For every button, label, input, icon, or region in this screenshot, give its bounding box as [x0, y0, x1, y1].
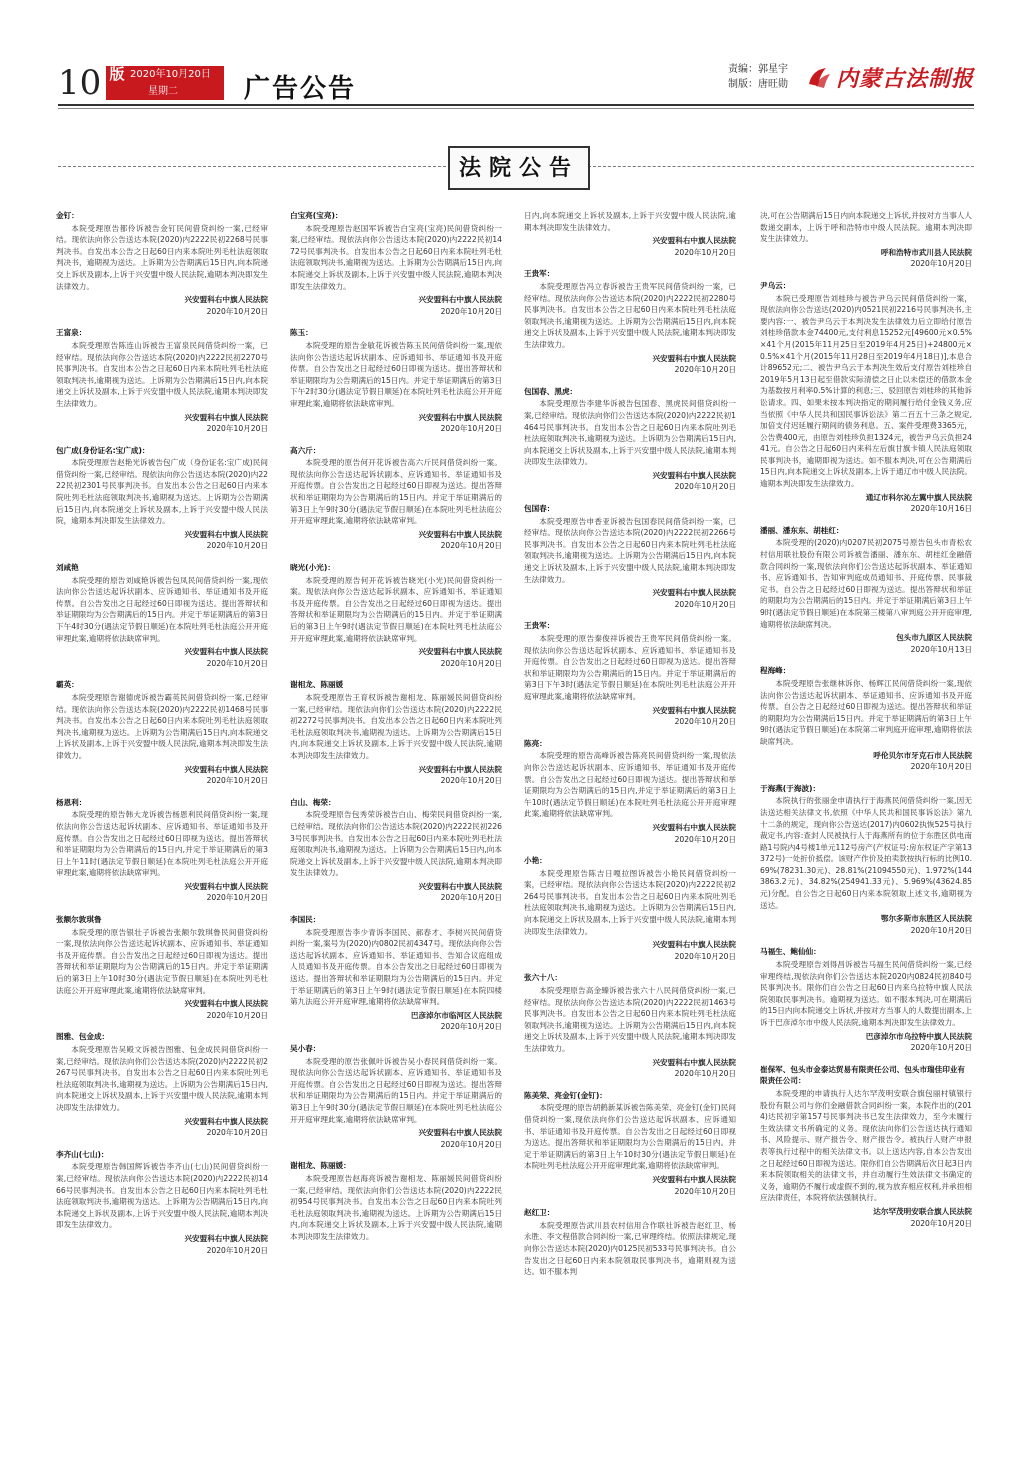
notice-date: 2020年10月20日: [440, 658, 502, 668]
notice-court: 通辽市科尔沁左翼中旗人民法院: [865, 492, 972, 502]
notice-title: 王贵军：: [524, 621, 555, 631]
notice-court: 兴安盟科右中旗人民法院: [418, 881, 502, 891]
notice-court: 兴安盟科右中旗人民法院: [418, 295, 502, 305]
notice-body: 本院受理原告都伶诉被告金钉民间借贷纠纷一案,已经审结。现依法向你公告送达本院(2020)内2222民初2268号民事判决书。自发出本公告之日起60日内来本院吐列毛杜法庭领取判决书，逾期视为送达。上诉期为公告期满后15日内,向本院递交上诉状及副本,上诉于兴安盟中级人民法院,逾期本判决即发生法律效力。: [56, 223, 268, 291]
notice-date: 2020年10月20日: [910, 1218, 972, 1228]
notice-title: 谢相龙、陈丽媛: [290, 680, 344, 690]
notice-date: 2020年10月20日: [910, 1043, 972, 1053]
page-number: 10: [58, 63, 102, 103]
notice: [760, 210, 972, 270]
notice: [56, 445, 268, 552]
notice-title: 赵红卫：: [524, 1208, 555, 1218]
notice-date: 2020年10月20日: [206, 424, 268, 434]
notice-title: 图雅、包金成：: [56, 1032, 110, 1042]
notice: [524, 1090, 736, 1197]
notice: [524, 972, 736, 1079]
notice-date: 2020年10月20日: [206, 1010, 268, 1020]
notice: [760, 946, 972, 1053]
notice: [56, 797, 268, 904]
notice-court: 兴安盟科右中旗人民法院: [652, 1174, 736, 1184]
notice-body: 本院受理原告包秀荣诉被告白山、梅荣民间借贷纠纷一案,已经审结。现依法向你们公告送达本院(2020)内2222民初2263号民事判决书。自发出本公告之日起60日内来本院吐列毛杜法庭领取判决书,逾期视为送达。上诉期为公告期满后15日内,向本院递交上诉状及副本,上诉于兴安盟中级人民法院,逾期本判决即发生法律效力。: [290, 810, 502, 878]
notice-title: 程海峰：: [760, 666, 791, 676]
notice-court: 兴安盟科右中旗人民法院: [418, 529, 502, 539]
notice-title: 马福生、鲍仙仙：: [760, 947, 821, 957]
notice-title: 于海燕(于海波)：: [760, 783, 821, 793]
notice-court: 兴安盟科右中旗人民法院: [652, 470, 736, 480]
notice-court: 兴安盟科右中旗人民法院: [652, 353, 736, 363]
notice-date: 2020年10月20日: [440, 776, 502, 786]
notice-title: 谢相龙、陈丽媛：: [290, 1161, 351, 1171]
notice-body: 本院受理的原告何开花诉被告高六斤民间借贷纠纷一案。现依法向你公告送达起诉状副本、应诉通知书、举证通知书及开庭传票。自公告发出之日起经过60日即视为送达。提出答辩状和举证期限均为公告期满后的15日内。并定于举证期满后的第3日上午9时30分(遇法定节假日顺延)在本院吐列毛杜法庭公开开庭审理此案,逾期将依法缺席审判。: [290, 458, 502, 526]
column-1: [56, 210, 268, 1266]
notice-body: 本院受理原告陈连山诉被告王富泉民间借贷纠纷一案，已经审结。现依法向你公告送达本院(2020)内2222民初2270号民事判决书。自发出本公告之日起60日内来本院吐列毛杜法庭领取判决书,逾期视为送达。上诉期为公告期满后15日内,向本院递交上诉状及副本,上诉于兴安盟中级人民法院,逾期本判决即发生法律效力。: [56, 340, 268, 408]
notice-court: 兴安盟科右中旗人民法院: [184, 412, 268, 422]
notice: [290, 797, 502, 904]
notice-body: 本院受理的原告银壮子诉被告张额尔敦琪鲁民间借贷纠纷一案,现依法向你公告送达起诉状副本、应诉通知书、举证通知书及开庭传票。自公告发出之日起经过60日即视为送达。提出答辩状和举证期限均为公告期满后的15日内。并定于举证期满后的第3日上午10时30分(遇法定节假日顺延)在本院吐列毛杜法庭公开开庭审理此案,逾期将依法缺席审判。: [56, 927, 268, 995]
notice-title: 陈亮：: [524, 738, 547, 748]
notice-body: 本院受理的原告张佩叶诉被告吴小春民间借贷纠纷一案。现依法向你公告送达起诉状副本、应诉通知书、举证通知书及开庭传票。自公告发出之日起经过60日即视为送达。提出答辩状和举证期限均为公告期满后的15日内。并定于举证期满后的第3日上午9时30分(遇法定节假日顺延)在本院吐列毛杜法庭公开开庭审理此案,逾期将依法缺席审判。: [290, 1056, 502, 1124]
section-title: 广告公告: [244, 74, 357, 104]
column-4: [760, 210, 972, 1239]
notice: [760, 783, 972, 937]
notice-date: 2020年10月20日: [206, 893, 268, 903]
notice-date: 2020年10月20日: [674, 834, 736, 844]
notice-body: 本院受理原告李少青诉李国民、郝春才、李树兴民间借贷纠纷一案,案号为(2020)内0802民初4347号。现依法向你公告送达起诉状副本、应诉通知书、举证通知书、告知合议庭组成人员通知书及开庭传票。自本公告发出之日起经过60日即视为送达。提出答辩状和举证期限均为公告期满后的15日内。并定于举证期满后的第3日上午9时(遇法定节假日顺延)在本院四楼第九法庭公开开庭审理,逾期将依法缺席审判。: [290, 927, 502, 1007]
notice-date: 2020年10月20日: [440, 306, 502, 316]
notice-title: 吴小春：: [290, 1044, 321, 1053]
notice-court: 兴安盟科右中旗人民法院: [652, 940, 736, 950]
notice-body: 本院受理的原告胡鹤新某诉被告陈美荣、亮金钉(金钉)民间借贷纠纷一案,现依法向你们公告送达起诉状副本、应诉通知书、举证通知书及开庭传票。自公告发出之日起经过60日即视为送达。提出答辩状和举证期限均为公告期满后的15日内。并定于举证期满后的第3日上午10时30分(遇法定节假日顺延)在本院吐列毛杜法庭公开开庭审理此案,逾期将依法缺席审判。: [524, 1103, 736, 1171]
notice-court: 兴安盟科右中旗人民法院: [184, 999, 268, 1009]
notice: [524, 1207, 736, 1278]
notice-date: 2020年10月20日: [440, 1139, 502, 1149]
notice-date: 2020年10月20日: [674, 482, 736, 492]
notice-title: 崔保军、包头市金泰达贸易有限责任公司、包头市瑞佳印业有限责任公司：: [760, 1064, 966, 1086]
issue-date: 2020年10月20日: [130, 69, 211, 80]
notice-title: 杨恩利：: [56, 797, 87, 807]
notice-body: 本院受理原告刘得昌诉被告马福生民间借贷纠纷一案,已经审理终结,现依法向你们公告送达本院2020内0824民初840号民事判决书。限你们自公告之日起60日内来乌拉特中旗人民法院领取民事判决书。逾期视为送达。如不服本判决,可在期满后的15日内向本院递交上诉状,并按对方当事人的人数提出副本,上诉于巴彦淖尔市中级人民法院,逾期本判决即发生法律效力。: [760, 960, 972, 1027]
notice-date: 2020年10月20日: [674, 951, 736, 961]
notice-title: 刘咸艳: [56, 563, 79, 573]
notice-body: 本院受理原告高金臻诉被告张六十八民间借贷纠纷一案,已经审结。现依法向你公告送达本院(2020)内2222民初1463号民事判决书。自发出本公告之日起60日内来本院吐列毛杜法庭领取判决书,逾期视为送达。上诉期为公告期满后15日内,向本院递交上诉状及副本,上诉于兴安盟中级人民法院,逾期本判决即发生法律效力。: [524, 986, 736, 1053]
notice-title: 霸英：: [56, 680, 79, 690]
notice-date: 2020年10月20日: [674, 599, 736, 609]
notice-body: 本院受理原告申香亚诉被告包国春民间借贷纠纷一案，已经审结。现依法向你公告送达本院(2020)内2222民初2266号民事判决书。自发出本公告之日起60日内来本院吐列毛杜法庭领取判决书,逾期视为送达。上诉期为公告期满后15日内,向本院递交上诉状及副本,上诉于兴安盟中级人民法院,逾期本判决即发生法律效力。: [524, 516, 736, 584]
notice-title: 小艳：: [524, 856, 547, 866]
notice-title: 尹乌云：: [760, 280, 791, 290]
page-header: [0, 0, 1024, 150]
notice-date: 2020年10月20日: [206, 541, 268, 551]
notice: [524, 503, 736, 610]
notice-body: 本院受理原告谢德虎诉被告霸英民间借贷纠纷一案,已经审结。现依法向你公告送达本院(2020)内2222民初1468号民事判决书。自发出本公告之日起60日内来本院吐列毛杜法庭领取判决书,逾期视为送达。上诉期为公告期满后15日内,向本院递交上诉状及副本,上诉于兴安盟中级人民法院,逾期本判决即发生法律效力。: [56, 692, 268, 760]
notice-body: 本院受理原告张继林诉你、杨辉江民间借贷纠纷一案,现依法向你公告送达起诉状副本、举证通知书、应诉通知书及开庭传票。自公告之日起经过60日即视为送达。提出答辩状和举证的期限均为公告期满后15日内。并定于举证期满后的第3日上午9时(遇法定节假日顺延)在本院第二审判庭开庭审理,逾期将依法缺席判决。: [760, 678, 972, 746]
notice-title: 陈玉：: [290, 328, 313, 338]
notice-court: 兴安盟科右中旗人民法院: [418, 647, 502, 657]
notice-body: 本院受理原告陈吉日嘎拉图诉被告小艳民间借贷纠纷一案，已经审结。现依法向你公告送达本院(2020)内2222民初2264号民事判决书。自发出本公告之日起60日内来本院吐列毛杜法庭领取判决书,逾期视为送达。上诉期为公告期满后15日内,向本院递交上诉状及副本,上诉于兴安盟中级人民法院,逾期本判决即发生法律效力。: [524, 868, 736, 936]
notice-court: 兴安盟科右中旗人民法院: [652, 705, 736, 715]
notice-court: 达尔罕茂明安联合旗人民法院: [873, 1206, 972, 1216]
notice-date: 2020年10月20日: [674, 1186, 736, 1196]
newspaper-logo: [806, 62, 976, 92]
notice-court: 兴安盟科右中旗人民法院: [184, 295, 268, 305]
notice-title: 李齐山(七山)：: [56, 1149, 109, 1159]
logo-text: 内蒙古法制报: [836, 66, 975, 92]
notice: [290, 1043, 502, 1150]
notice-body: 本院受理的原告何开花诉被告晓光(小光)民间借贷纠纷一案。现依法向你公告送达起诉状副本、应诉通知书、举证通知书及开庭传票。自公告发出之日起经过60日即视为送达。提出答辩状和举证期限均为公告期满后的15日内。并定于举证期满后的第3日上午9时(遇法定节假日顺延)在本院吐列毛杜法庭公开开庭审理此案,逾期将依法缺席审判。: [290, 575, 502, 643]
notice-court: 兴安盟科右中旗人民法院: [184, 1233, 268, 1243]
title-line-left: [58, 166, 446, 168]
notice: [760, 1064, 972, 1229]
notice-title: 陈美荣、亮金钉(金钉)：: [524, 1090, 607, 1100]
notice: [290, 327, 502, 434]
notice-date: 2020年10月13日: [910, 644, 972, 654]
notice: [524, 855, 736, 962]
editor: 责编：郭星宇: [728, 64, 788, 75]
notice-title: 包国春：: [524, 504, 555, 514]
notice-body: 本院受理原告赵艳光诉被告包广成（身份证名:宝广成)民间借贷纠纷一案,已经审结。现依法向你公告送达本院(2020)内2222民初2301号民事判决书。自发出本公告之日起60日内来本院吐列毛杜法庭领取判决书,逾期视为送达。上诉期为公告期满后15日内,向本院递交上诉状及副本,上诉于兴安盟中级人民法院，逾期本判决即发生法律效力。: [56, 458, 268, 526]
notice-body: 本院受理的原告秦俊祥诉被告王贵军民间借贷纠纷一案。现依法向你公告送达起诉状副本、应诉通知书、举证通知书及开庭传票。自公告发出之日起经过60日即视为送达。提出答辩状和举证期限均为公告期满后的15日内。并定于举证期满后的第3日下午3时(遇法定节假日顺延)在本院吐列毛杜法庭公开开庭审理此案,逾期将依法缺席审判。: [524, 634, 736, 701]
notice-date: 2020年10月20日: [910, 259, 972, 269]
notice-date: 2020年10月20日: [440, 541, 502, 551]
notice-body: 本院受理原告韩国辉诉被告李齐山(七山)民间借贷纠纷一案,已经审结。现依法向你公告送达本院(2020)内2222民初1466号民事判决书。自发出本公告之日起60日内来本院吐列毛杜法庭领取判决书,逾期视为送达。上诉期为公告期满后15日内,向本院递交上诉状及副本,上诉于兴安盟中级人民法院,逾期本判决即发生法律效力。: [56, 1162, 268, 1230]
notice: [760, 280, 972, 515]
notice-court: 兴安盟科右中旗人民法院: [184, 1116, 268, 1126]
notice-title: 金钉：: [56, 211, 79, 220]
notice-title: 包国春、黑虎：: [524, 386, 578, 396]
notice: [760, 525, 972, 656]
notice-title: 包广成(身份证名:宝广成)：: [56, 445, 150, 455]
notice-body: 本院受理的原告韩大龙诉被告杨恩利民间借贷纠纷一案,现依法向你公告送达起诉状副本、应诉通知书、举证通知书及开庭传票。自公告发出之日起经过60日即视为送达。提出答辩状和举证期限均为公告期满后的15日内,并定于举证期满后的第3日上午11时(遇法定节假日顺延)在本院吐列毛杜法庭公开开庭审理此案,逾期将依法缺席审判。: [56, 810, 268, 878]
notice: [290, 445, 502, 552]
notice: [290, 679, 502, 786]
notice-date: 2020年10月20日: [910, 762, 972, 772]
notice: [524, 268, 736, 375]
notice-court: 兴安盟科右中旗人民法院: [418, 1128, 502, 1138]
notice-body: 本院受理的(2020)内0207民初2075号原告包头市青松农村信用联社股份有限公司诉被告潘丽、潘东东、胡桂红金融借款合同纠纷一案,现依法向你们公告送达起诉状副本、举证通知书、应诉通知书、告知审判庭成员通知书、开庭传票、民事裁定书。自公告之日起经过60日即视为送达。提出答辩状和举证的期限均为公告期满后的15日内。并定于举证期满后第3日上午9时(遇法定节假日顺延)在本院第三楼第八审判庭公开开庭审理,逾期将依法缺席判决。: [760, 538, 972, 629]
notice-title: 白山、梅荣：: [290, 797, 336, 807]
notice-court: 兴安盟科右中旗人民法院: [652, 1057, 736, 1067]
column-2: [290, 210, 502, 1253]
notice-court: 兴安盟科右中旗人民法院: [184, 529, 268, 539]
notice-court: 兴安盟科右中旗人民法院: [184, 881, 268, 891]
title-line-right: [588, 166, 974, 168]
logo-emblem-icon: [806, 64, 832, 90]
notice: [524, 620, 736, 727]
notice-date: 2020年10月20日: [674, 717, 736, 727]
notice: [524, 386, 736, 493]
notice-title: 李国民：: [290, 915, 321, 925]
notice-body: 本院受理原告赵国军诉被告白宝亮(宝亮)民间借贷纠纷一案,已经审结。现依法向你公告送达本院(2020)内2222民初1472号民事判决书。自发出本公告之日起60日内来本院吐列毛杜法庭领取判决书,逾期视为送达。上诉期为公告期满后15日内,向本院递交上诉状及副本,上诉于兴安盟中级人民法院,逾期本判决即发生法律效力。: [290, 223, 502, 291]
notice-court: 兴安盟科右中旗人民法院: [652, 822, 736, 832]
notice-date: 2020年10月20日: [206, 306, 268, 316]
notice: [524, 210, 736, 258]
header-rule-thin: [58, 108, 974, 109]
notice-date: 2020年10月20日: [206, 1128, 268, 1138]
notice-date: 2020年10月20日: [910, 925, 972, 935]
notice-date: 2020年10月20日: [674, 1069, 736, 1079]
notice-title: 王富泉：: [56, 328, 87, 338]
notice: [290, 210, 502, 317]
notice: [760, 665, 972, 772]
notice: [290, 1160, 502, 1242]
notice: [56, 679, 268, 786]
notice: [290, 914, 502, 1033]
notice: [56, 1149, 268, 1256]
notice-body: 本院受理原告赵海亮诉被告谢相龙、陈丽媛民间借贷纠纷一案,已经审结。现依法向你们公告送达本院(2020)内2222民初954号民事判决书。自发出本公告之日起60日内来本院吐列毛杜法庭领取判决书,逾期视为送达。上诉期为公告期满后15日内,向本院递交上诉状及副本,上诉于兴安盟中级人民法院,逾期本判决即发生法律效力。: [290, 1173, 502, 1241]
notice: [56, 327, 268, 434]
notice-court: 鄂尔多斯市东胜区人民法院: [880, 914, 972, 924]
notice-body: 决,可在公告期满后15日内向本院递交上诉状,并按对方当事人人数递交副本，上诉于呼和浩特市中级人民法院。逾期本判决即发生法律效力。: [760, 211, 972, 244]
notice-court: 兴安盟科右中旗人民法院: [184, 764, 268, 774]
notice-court: 巴彦淖尔市乌拉特中旗人民法院: [865, 1031, 972, 1041]
column-3: [524, 210, 736, 1288]
notice-title: 王贵军：: [524, 269, 555, 279]
notice-court: 包头市九原区人民法院: [896, 633, 972, 643]
notice-body: 本院受理的原告金敏花诉被告陈玉民间借贷纠纷一案,现依法向你公告送达起诉状副本、应诉通知书、举证通知书及开庭传票。自公告发出之日起经过60日即视为送达。提出答辩状和举证期限均为公告期满后的15日内。并定于举证期满后的第3日下午2时30分(遇法定节假日顺延)在本院吐列毛杜法庭公开开庭审理此案,逾期将依法缺席审判。: [290, 340, 502, 408]
notice-date: 2020年10月20日: [674, 365, 736, 375]
notice-body: 日内,向本院递交上诉状及副本,上诉于兴安盟中级人民法院,逾期本判决即发生法律效力。: [524, 211, 736, 232]
notice-court: 呼伦贝尔市牙克石市人民法院: [873, 750, 972, 760]
notice: [56, 210, 268, 317]
editor-credits: [728, 62, 788, 92]
notice-body: 本院受理的原告高峰诉被告陈亮民间借贷纠纷一案,现依法向你公告送达起诉状副本、应诉通知书、举证通知书及开庭传票。自公告发出之日起经过60日即视为送达。提出答辩状和举证期限均为公告期满后的15日内,并定于举证期满后的第3日上午10时(遇法定节假日顺延)在本院吐列毛杜法庭公开开庭审理此案,逾期将依法缺席审判。: [524, 751, 736, 819]
notice-title: 白宝亮(宝亮)：: [290, 211, 343, 220]
notice: [56, 1031, 268, 1138]
notice: [56, 914, 268, 1021]
notice-date: 2020年10月16日: [910, 504, 972, 514]
notice-title: 潘丽、潘东东、胡桂红：: [760, 525, 844, 535]
ban-label: 版: [106, 66, 128, 100]
notice: [524, 738, 736, 845]
notice-date: 2020年10月20日: [440, 424, 502, 434]
notice-body: 本院受理的原告刘咸艳诉被告包凤民间借贷纠纷一案,现依法向你公告送达起诉状副本、应诉通知书、举证通知书及开庭传票。自公告发出之日起经过60日即视为送达。提出答辩状和举证期限均为公告期满后的15日内。并定于举证期满后的第3日下午4时30分(遇法定节假日顺延)在本院吐列毛杜法庭公开开庭审理此案,逾期将依法缺席审判。: [56, 575, 268, 643]
notice-title: 张额尔敦琪鲁: [56, 915, 102, 925]
notice: [290, 562, 502, 669]
notice-body: 本院受理原告李建华诉被告包国春、黑虎民间借贷纠纷一案,已经审结。现依法向你们公告送达本院(2020)内2222民初1464号民事判决书。自发出本公告之日起60日内来本院吐列毛杜法庭领取判决书,逾期视为送达。上诉期为公告期满后15日内,向本院递交上诉状及副本,上诉于兴安盟中级人民法院,逾期本判决即发生法律效力。: [524, 399, 736, 467]
notice-body: 本院已受理原告刘桂珍与被告尹乌云民间借贷纠纷一案，现依法向你公告送达(2020)内0521民初2216号民事判决书,主要内容:一、被告尹乌云于本判决发生法律效力后立即给付原告刘桂珍借款本金74400元,支付利息15252元[49600元×0.5%×41个月(2015年11月25日至2019年4月25日)+24800元×0.5%×41个月(2015年11月28日至2019年4月18日)],本息合计89652元;二、被告尹乌云于本判决生效后支付原告刘桂珍自2019年5月13日起至借款实际清偿之日止以未偿还的借款本金为基数按月利率0.5%计算的利息;三、驳回原告刘桂珍的其他诉讼请求。四、如果未按本判决指定的期间履行给付金钱义务,应当依照《中华人民共和国民事诉讼法》第二百五十三条之规定,加倍支付迟延履行期间的债务利息。五、案件受理费3365元，公告费400元，由原告刘桂珍负担1324元，被告尹乌云负担2441元。自公告之日起60日内来科左后旗甘旗卡镇人民法庭领取民事判决书，逾期即视为送达。如不服本判决,可在公告期满后15日内,向本院递交上诉状及副本,上诉于通辽市中级人民法院。逾期本判决即发生法律效力。: [760, 293, 972, 489]
notice-body: 本院受理的申请执行人达尔罕茂明安联合旗包丽村镇银行股份有限公司与你们金融借款合同纠纷一案，本院作出的(2014)达民初字第157号民事判决书已发生法律效力，至今未履行生效法律文书所确定的义务。现依法向你们公告送达执行通知书、风险提示、财产报告令、财产报告令。被执行人财产申报表等执行过程中的相关法律文书。以上送达内容,自本公告发出之日起经过60日即视为送达。限你们自公告期满后次日起3日内来本院领取相关的法律文书，并自动履行生效法律文书确定的义务，逾期仍不履行或虚假不到的,视为放弃相应权利,并承担相应法律责任，本院将依法强制执行。: [760, 1088, 972, 1203]
notice-title: 晓光(小光)：: [290, 563, 335, 573]
issue-weekday: 星期二: [148, 86, 178, 97]
date-box: [130, 66, 226, 100]
notice-title: 张六十八：: [524, 973, 562, 983]
notice-court: 兴安盟科右中旗人民法院: [418, 764, 502, 774]
notice-body: 本院受理原告武川县农村信用合作联社诉被告赵红卫、杨永胜、李文程借款合同纠纷一案,已审理终结。依照法律规定,现向你公告送达本院(2020)内0125民初533号民事判决书。自公告发出之日起60日内来本院领取民事判决书，逾期则视为送达。如不服本判: [524, 1220, 736, 1277]
notice-court: 兴安盟科右中旗人民法院: [418, 412, 502, 422]
notice-date: 2020年10月20日: [440, 893, 502, 903]
notice-date: 2020年10月20日: [206, 1245, 268, 1255]
notice: [56, 562, 268, 669]
producer: 制版：唐旺勋: [728, 79, 788, 90]
notice-body: 本院执行的张丽金申请执行于海燕民间借贷纠纷一案,因无法送达相关法律文书,依照《中华人民共和国民事诉讼法》第九十二条的规定，现向你公告送达(2017)内0602执恢525号执行裁定书,内容:查封人民被执行人于海燕所有的位于东胜区供电南路1号院内4号楼1单元112号房产(产权证号:房东权证产字第13372号)一处折价抵偿。该财产作价及拍卖款按执行标的比例10.69%(78231.30元)、28.81%(21094550元)、1.972%(1443863.2元)、34.82%(254941.33元)、5.969%(43624.85元)分配。自公告之日起60日内来本院领取上述文书,逾期视为送达。: [760, 796, 972, 910]
notice-court: 兴安盟科右中旗人民法院: [652, 588, 736, 598]
banner-title: 法院公告: [448, 146, 590, 190]
notice-date: 2020年10月20日: [440, 1022, 502, 1032]
header-rule: [58, 104, 974, 106]
notice-body: 本院受理原告王育权诉被告谢相龙、陈丽媛民间借贷纠纷一案,已经审结。现依法向你们公告送达本院(2020)内2222民初2272号民事判决书。自发出本公告之日起60日内来本院吐列毛杜法庭领取判决书,逾期视为送达。上诉期为公告期满后15日内,向本院递交上诉状及副本,上诉于兴安盟中级人民法院,逾期本判决即发生法律效力。: [290, 692, 502, 760]
notice-court: 兴安盟科右中旗人民法院: [652, 236, 736, 246]
notice-body: 本院受理原告吴殿文诉被告图雅、包金成民间借贷纠纷一案,已经审结。现依法向你们公告送达本院(2020)内2222民初2267号民事判决书。自发出本公告之日起60日内来本院吐列毛杜法庭领取判决书,逾期视为送达。上诉期为公告期满后15日内,向本院递交上诉状及副本,上诉于兴安盟中级人民法院,逾期本判决即发生法律效力。: [56, 1045, 268, 1112]
notice-court: 巴彦淖尔市临河区人民法院: [410, 1010, 502, 1020]
notice-date: 2020年10月20日: [206, 776, 268, 786]
notice-court: 呼和浩特市武川县人民法院: [880, 247, 972, 257]
notice-court: 兴安盟科右中旗人民法院: [184, 647, 268, 657]
notice-body: 本院受理原告冯立春诉被告王贵军民间借贷纠纷一案，已经审结。现依法向你公告送达本院(2020)内2222民初2280号民事判决书。自发出本公告之日起60日内来本院吐列毛杜法庭领取判决书,逾期视为送达。上诉期为公告期满后15日内,向本院递交上诉状及副本,上诉于兴安盟中级人民法院,逾期本判决即发生法律效力。: [524, 281, 736, 349]
notice-title: 高六斤：: [290, 445, 321, 455]
notice-date: 2020年10月20日: [206, 658, 268, 668]
notice-date: 2020年10月20日: [674, 247, 736, 257]
